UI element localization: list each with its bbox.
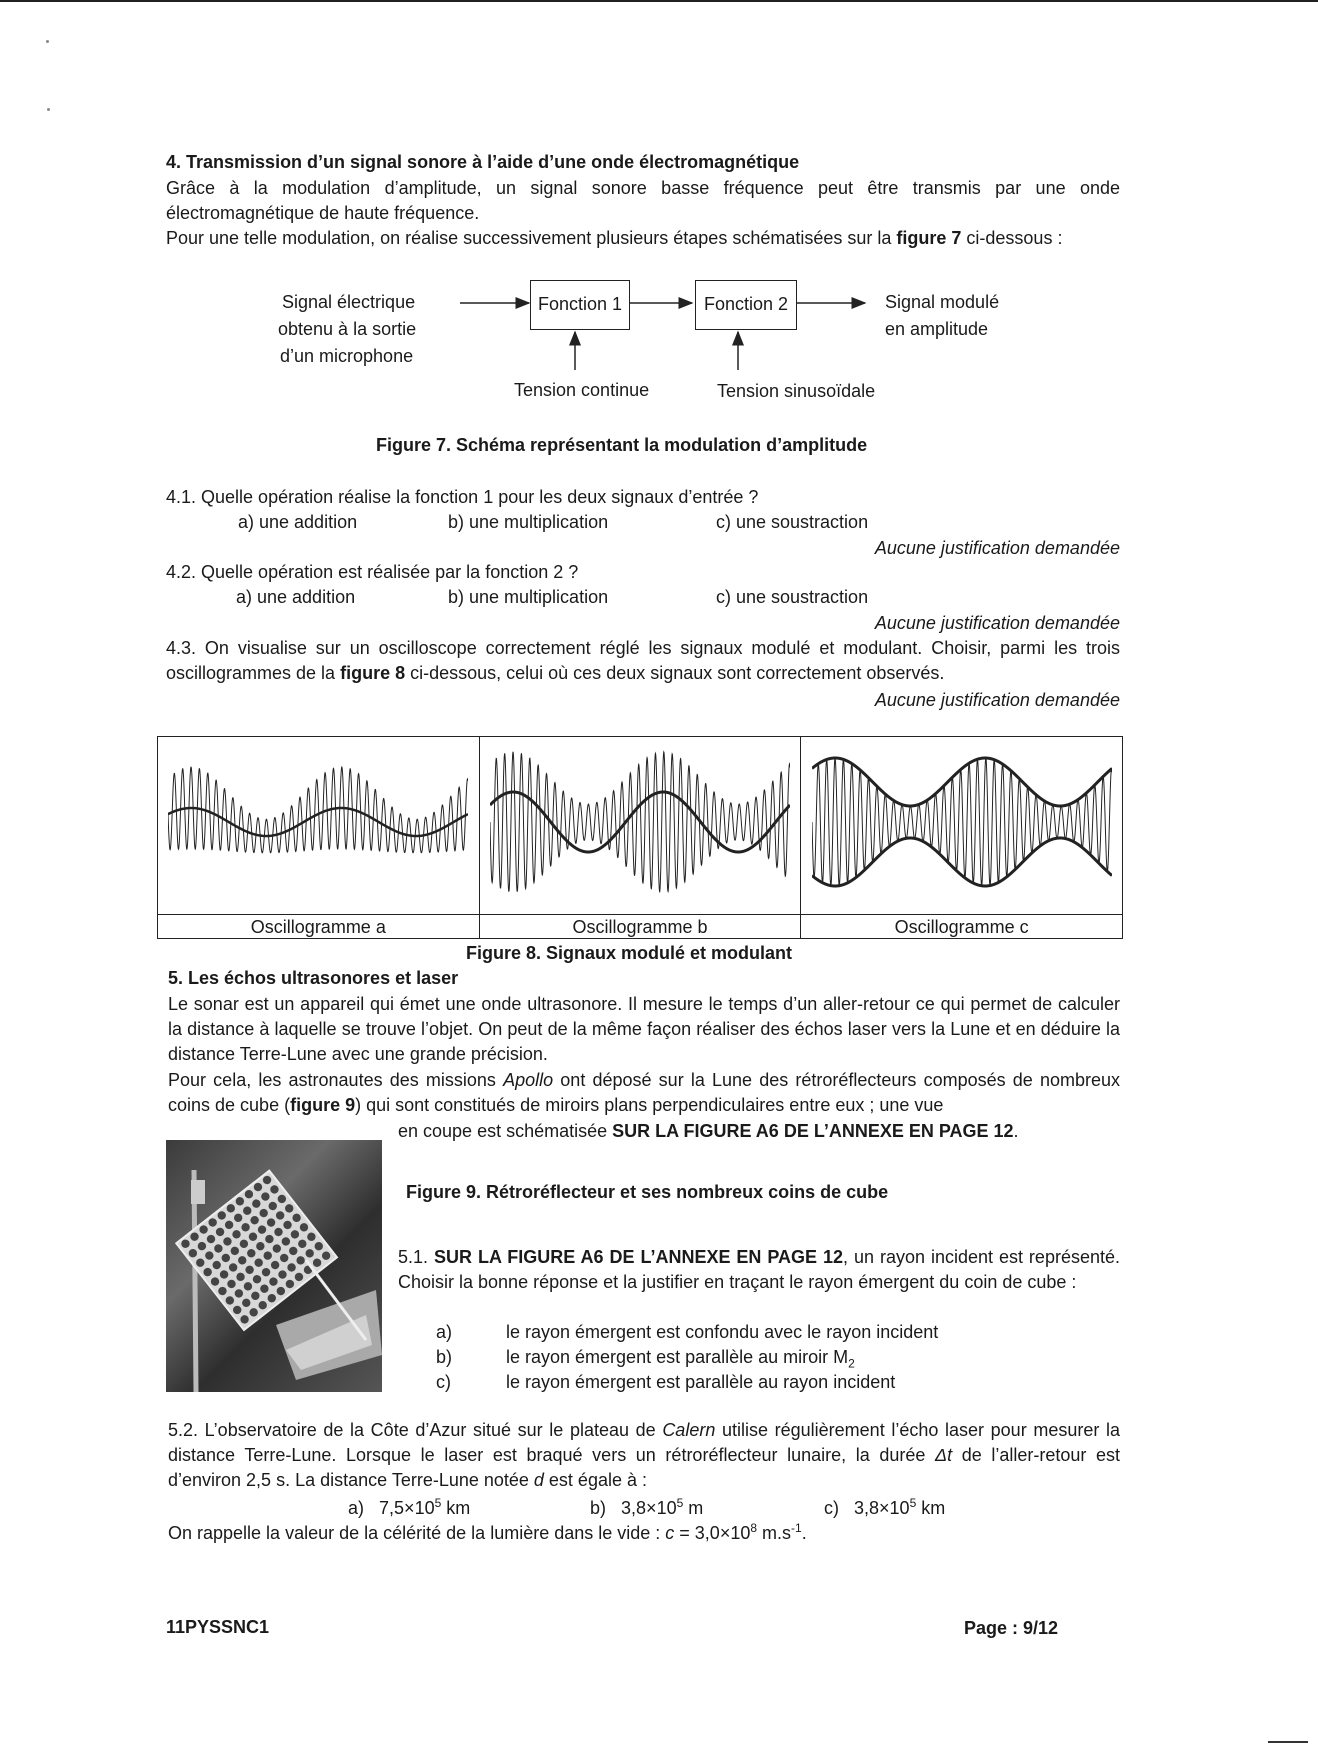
section-5-paragraph-2: Pour cela, les astronautes des missions Apollo ont déposé sur la Lune des rétroréflecteurs composés de nombreux coins de cube (figure 9) qui sont constitués de miroirs plans perpendiculaires entre eux ; une vue (168, 1070, 1121, 1115)
q42-no-justification: Aucune justification demandée (874, 613, 1120, 633)
q42-option-b: b) une multiplication (448, 587, 609, 607)
input-signal-line-3: d’un microphone (280, 346, 414, 366)
retroreflector-photo (166, 1140, 382, 1392)
tension-sinusoidale-label: Tension sinusoïdale (717, 381, 876, 401)
figure-8-table (157, 736, 1123, 939)
light-speed-recall: On rappelle la valeur de la célérité de la lumière dans le vide : $c = 3,0\times 10^8$ $m.s^{-1}$. (168, 1521, 807, 1543)
retroreflector-illustration (166, 1140, 382, 1392)
oscillogram-b-label: Oscillogramme b (479, 915, 801, 939)
page-top-border (0, 0, 1318, 2)
output-signal-line-1: Signal modulé (885, 292, 1000, 312)
question-5-2: 5.2. L’observatoire de la Côte d’Azur situé sur le plateau de Calern utilise régulièrement l’écho laser pour mesurer la distance Terre-Lune. Lorsque le laser est braqué vers un rétroréflecteur lunaire, la durée Δt de l’aller-retour est d’environ 2,5 s. La distance Terre-Lune notée d est égale à : (168, 1420, 1120, 1490)
oscillogram-b-plot (490, 742, 790, 902)
q51-option-c-letter: c) (436, 1372, 451, 1392)
q52-option-a: a) $7,5\times 10^5$ km (348, 1496, 471, 1518)
question-4-2: 4.2. Quelle opération est réalisée par la fonction 2 ? (166, 562, 579, 582)
q51-option-b-letter: b) (436, 1347, 453, 1367)
oscillogram-c-plot (812, 742, 1112, 902)
scan-speck (47, 108, 50, 111)
output-signal-line-2: en amplitude (885, 319, 989, 339)
section-5-paragraph-2-end: en coupe est schématisée SUR LA FIGURE A6 DE L’ANNEXE EN PAGE 12. (398, 1121, 1019, 1141)
question-4-1: 4.1. Quelle opération réalise la fonction 1 pour les deux signaux d’entrée ? (166, 487, 759, 507)
oscillogram-c-label: Oscillogramme c (801, 915, 1123, 939)
modulated-signal-trace (490, 752, 790, 892)
tension-continue-label: Tension continue (514, 380, 650, 400)
question-5-1: 5.1. SUR LA FIGURE A6 DE L’ANNEXE EN PAGE 12, un rayon incident est représenté. Choisir la bonne réponse et la justifier en traçant le rayon émergent du coin de cube : (398, 1247, 1120, 1292)
section-4-title: 4. Transmission d’un signal sonore à l’aide d’une onde électromagnétique (166, 152, 800, 172)
question-4-3: 4.3. On visualise sur un oscilloscope correctement réglé les signaux modulé et modulant. Choisir, parmi les trois oscillogrammes de la figure 8 ci-dessous, celui où ces deux signaux sont correctement observés. (166, 638, 1120, 683)
figure-7-caption: Figure 7. Schéma représentant la modulation d’amplitude (376, 435, 868, 455)
section-5-title: 5. Les échos ultrasonores et laser (168, 968, 459, 988)
section-5-paragraph-1: Le sonar est un appareil qui émet une onde ultrasonore. Il mesure le temps d’un aller-retour ce qui permet de calculer la distance à laquelle se trouve l’objet. On peut de la même façon réaliser des échos laser vers la Lune et en déduire la distance Terre-Lune avec une grande précision. (168, 994, 1120, 1064)
modulated-signal-trace (168, 767, 468, 853)
scan-speck (46, 40, 49, 43)
q41-option-b: b) une multiplication (448, 512, 609, 532)
input-signal-line-1: Signal électrique (282, 292, 416, 312)
oscillogram-c-cell (801, 737, 1123, 915)
figure-7-arrows (455, 270, 875, 380)
q41-no-justification: Aucune justification demandée (874, 538, 1120, 558)
q51-option-c: le rayon émergent est parallèle au rayon incident (506, 1372, 896, 1392)
q41-option-a: a) une addition (238, 512, 358, 532)
scan-mark (1268, 1741, 1308, 1743)
oscillogram-a-cell (158, 737, 480, 915)
oscillogram-a-label: Oscillogramme a (158, 915, 480, 939)
function-2-box: Fonction 2 (695, 280, 797, 330)
function-1-box: Fonction 1 (530, 280, 630, 330)
oscillogram-a-plot (168, 742, 468, 902)
exam-code: 11PYSSNC1 (166, 1617, 270, 1637)
section-4-intro: Grâce à la modulation d’amplitude, un signal sonore basse fréquence peut être transmis par une onde électromagnétique de haute fréquence. (166, 178, 1120, 223)
figure-9-caption: Figure 9. Rétroréflecteur et ses nombreux coins de cube (406, 1182, 889, 1202)
q43-no-justification: Aucune justification demandée (874, 690, 1120, 710)
q51-option-a-letter: a) (436, 1322, 453, 1342)
figure-8-caption: Figure 8. Signaux modulé et modulant (466, 943, 793, 963)
q52-option-c: c) $3,8\times 10^5$ km (824, 1496, 946, 1518)
input-signal-line-2: obtenu à la sortie (278, 319, 417, 339)
q42-option-c: c) une soustraction (716, 587, 869, 607)
modulated-signal-trace (812, 758, 1112, 886)
q42-option-a: a) une addition (236, 587, 356, 607)
q52-option-b: b) $3,8\times 10^5$ m (590, 1496, 704, 1518)
q51-option-a: le rayon émergent est confondu avec le rayon incident (506, 1322, 939, 1342)
q41-option-c: c) une soustraction (716, 512, 869, 532)
oscillogram-b-cell (479, 737, 801, 915)
section-4-figure-ref: Pour une telle modulation, on réalise successivement plusieurs étapes schématisées sur la figure 7 ci-dessous : (166, 228, 1063, 248)
q51-option-b: le rayon émergent est parallèle au miroir $M_2$ (506, 1347, 855, 1371)
page-number: Page : 9/12 (964, 1618, 1059, 1638)
